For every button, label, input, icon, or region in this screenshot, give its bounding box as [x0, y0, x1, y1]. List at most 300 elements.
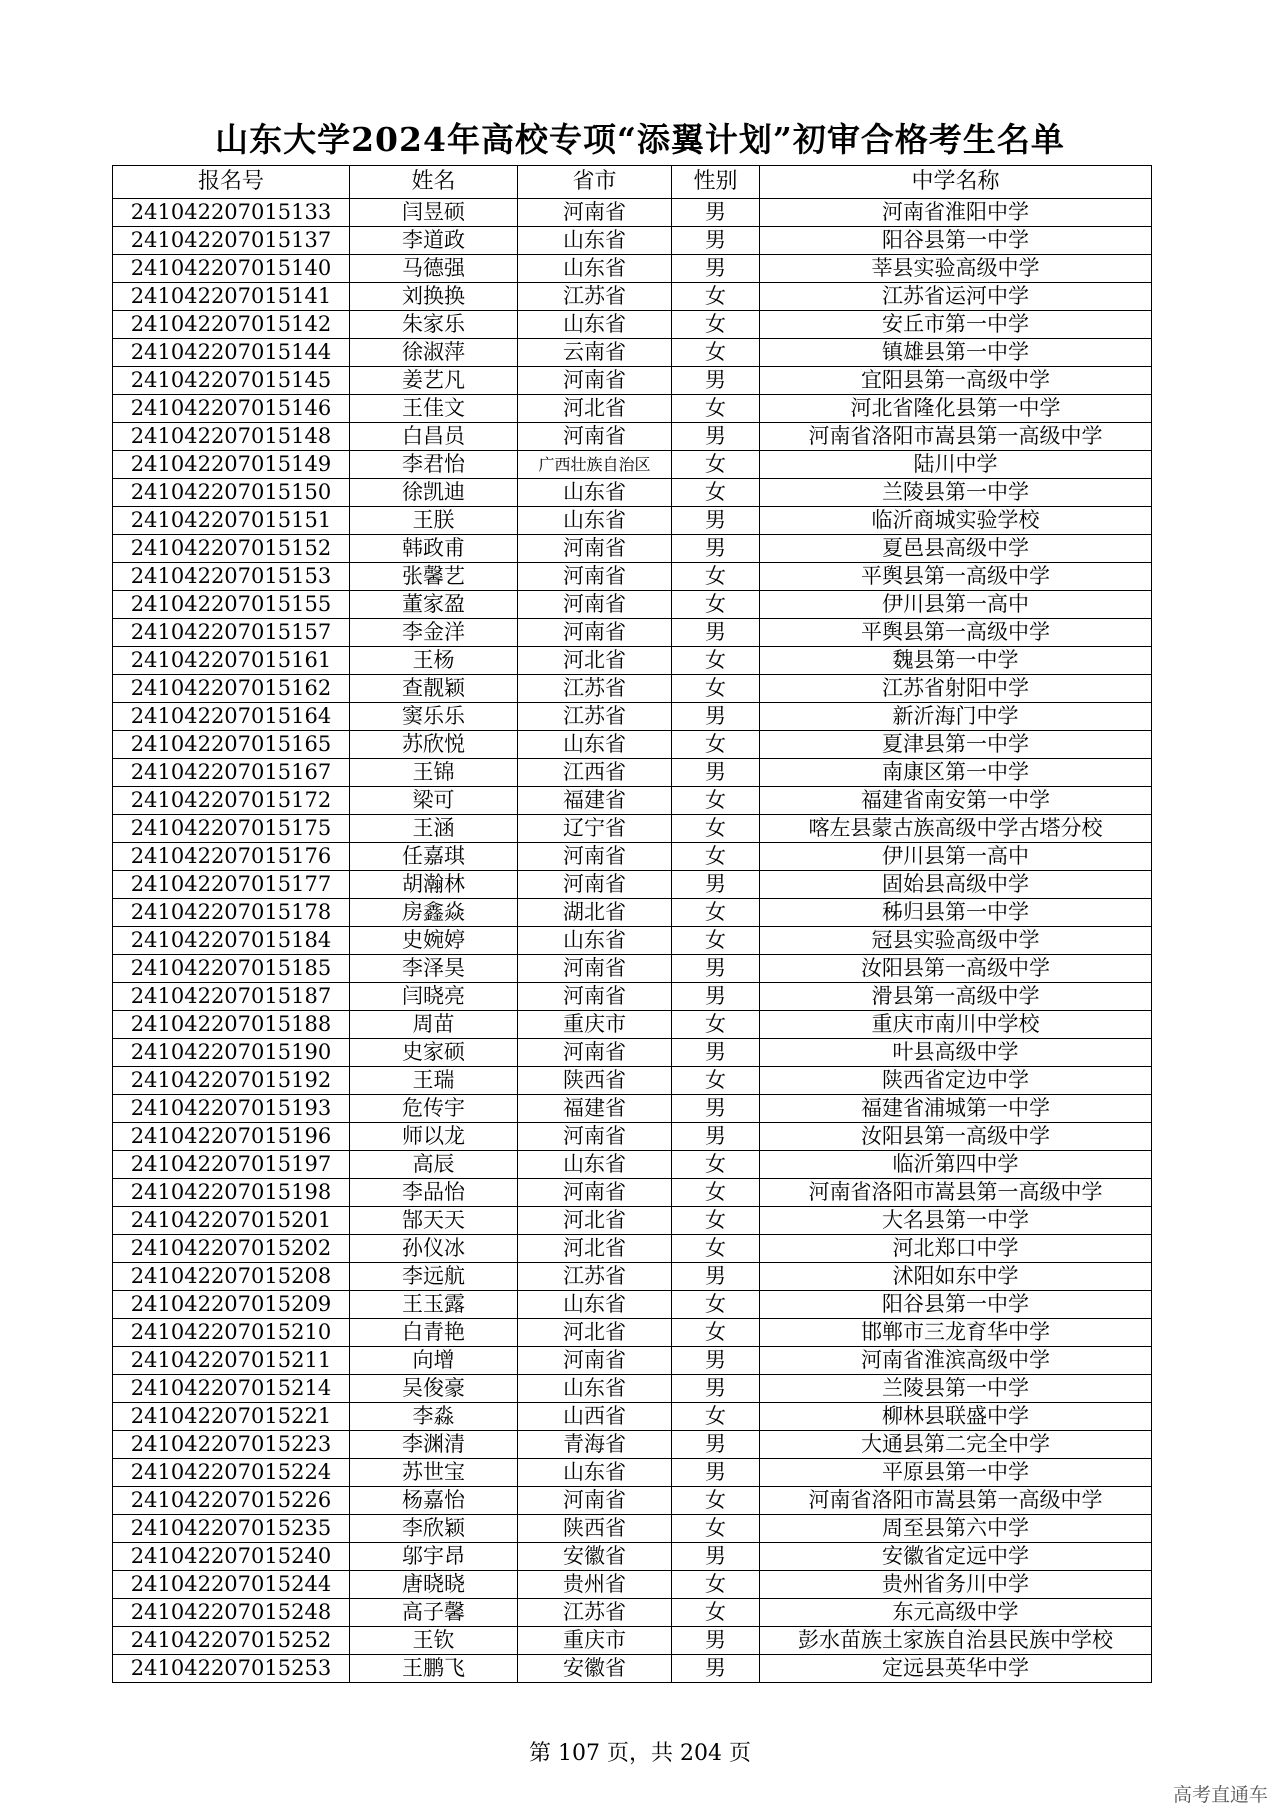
province-cell: 山东省 [518, 1459, 672, 1487]
table-row [113, 1067, 1152, 1095]
gender-cell: 女 [672, 1067, 760, 1095]
province-cell: 河南省 [518, 619, 672, 647]
registration-number-cell: 241042207015144 [113, 339, 350, 367]
registration-number-cell: 241042207015145 [113, 367, 350, 395]
school-cell: 福建省南安第一中学 [760, 787, 1152, 815]
name-cell: 向增 [350, 1347, 518, 1375]
table-row [113, 1039, 1152, 1067]
province-cell: 江苏省 [518, 1599, 672, 1627]
province-cell: 山东省 [518, 927, 672, 955]
table-row [113, 1207, 1152, 1235]
school-cell: 大通县第二完全中学 [760, 1431, 1152, 1459]
province-cell: 山东省 [518, 1291, 672, 1319]
school-cell: 魏县第一中学 [760, 647, 1152, 675]
table-row [113, 227, 1152, 255]
table-row [113, 423, 1152, 451]
province-cell: 河南省 [518, 843, 672, 871]
province-cell: 山东省 [518, 731, 672, 759]
province-cell: 辽宁省 [518, 815, 672, 843]
name-cell: 王锦 [350, 759, 518, 787]
province-cell: 江苏省 [518, 1263, 672, 1291]
gender-cell: 女 [672, 1179, 760, 1207]
province-cell: 河北省 [518, 395, 672, 423]
table-header-row [113, 166, 1152, 199]
gender-cell: 女 [672, 815, 760, 843]
table-row [113, 647, 1152, 675]
name-cell: 李淼 [350, 1403, 518, 1431]
school-cell: 柳林县联盛中学 [760, 1403, 1152, 1431]
gender-cell: 男 [672, 1263, 760, 1291]
table-row [113, 451, 1152, 479]
table-row [113, 703, 1152, 731]
gender-cell: 男 [672, 1543, 760, 1571]
registration-number-cell: 241042207015149 [113, 451, 350, 479]
gender-cell: 男 [672, 1095, 760, 1123]
registration-number-cell: 241042207015224 [113, 1459, 350, 1487]
registration-number-cell: 241042207015202 [113, 1235, 350, 1263]
registration-number-cell: 241042207015150 [113, 479, 350, 507]
school-cell: 兰陵县第一中学 [760, 1375, 1152, 1403]
school-cell: 滑县第一高级中学 [760, 983, 1152, 1011]
name-cell: 徐凯迪 [350, 479, 518, 507]
school-cell: 临沂商城实验学校 [760, 507, 1152, 535]
school-cell: 临沂第四中学 [760, 1151, 1152, 1179]
table-row [113, 955, 1152, 983]
table-row [113, 1319, 1152, 1347]
table-row [113, 507, 1152, 535]
gender-cell: 女 [672, 843, 760, 871]
school-cell: 汝阳县第一高级中学 [760, 955, 1152, 983]
table-row [113, 1459, 1152, 1487]
province-cell: 安徽省 [518, 1543, 672, 1571]
school-cell: 沭阳如东中学 [760, 1263, 1152, 1291]
name-cell: 周苗 [350, 1011, 518, 1039]
school-cell: 河北郑口中学 [760, 1235, 1152, 1263]
gender-cell: 女 [672, 1291, 760, 1319]
school-cell: 叶县高级中学 [760, 1039, 1152, 1067]
name-cell: 史婉婷 [350, 927, 518, 955]
name-cell: 邬宇昂 [350, 1543, 518, 1571]
registration-number-cell: 241042207015133 [113, 199, 350, 227]
table-body [113, 199, 1152, 1683]
gender-cell: 男 [672, 871, 760, 899]
gender-cell: 男 [672, 367, 760, 395]
registration-number-cell: 241042207015167 [113, 759, 350, 787]
name-cell: 张馨艺 [350, 563, 518, 591]
province-cell: 贵州省 [518, 1571, 672, 1599]
gender-cell: 男 [672, 507, 760, 535]
province-cell: 河南省 [518, 1123, 672, 1151]
province-cell: 江苏省 [518, 675, 672, 703]
school-cell: 大名县第一中学 [760, 1207, 1152, 1235]
name-cell: 王玉露 [350, 1291, 518, 1319]
registration-number-cell: 241042207015221 [113, 1403, 350, 1431]
registration-number-cell: 241042207015137 [113, 227, 350, 255]
registration-number-cell: 241042207015146 [113, 395, 350, 423]
table-row [113, 1151, 1152, 1179]
name-cell: 王瑞 [350, 1067, 518, 1095]
registration-number-cell: 241042207015192 [113, 1067, 350, 1095]
registration-number-cell: 241042207015140 [113, 255, 350, 283]
gender-cell: 女 [672, 731, 760, 759]
school-cell: 陕西省定边中学 [760, 1067, 1152, 1095]
table-row [113, 619, 1152, 647]
gender-cell: 男 [672, 983, 760, 1011]
registration-number-cell: 241042207015185 [113, 955, 350, 983]
page-footer: 第 107 页，共 204 页 [529, 1741, 751, 1766]
province-cell: 山东省 [518, 479, 672, 507]
gender-cell: 女 [672, 1487, 760, 1515]
registration-number-cell: 241042207015151 [113, 507, 350, 535]
gender-cell: 男 [672, 759, 760, 787]
gender-cell: 男 [672, 1459, 760, 1487]
table-row [113, 1655, 1152, 1683]
name-cell: 史家硕 [350, 1039, 518, 1067]
table-row [113, 1123, 1152, 1151]
table-row [113, 1487, 1152, 1515]
name-cell: 王涵 [350, 815, 518, 843]
registration-number-cell: 241042207015141 [113, 283, 350, 311]
gender-cell: 女 [672, 1207, 760, 1235]
school-cell: 河南省洛阳市嵩县第一高级中学 [760, 1487, 1152, 1515]
province-cell: 山东省 [518, 255, 672, 283]
name-cell: 李欣颖 [350, 1515, 518, 1543]
gender-cell: 女 [672, 787, 760, 815]
table-row [113, 283, 1152, 311]
registration-number-cell: 241042207015188 [113, 1011, 350, 1039]
name-cell: 苏欣悦 [350, 731, 518, 759]
name-cell: 郜天天 [350, 1207, 518, 1235]
registration-number-cell: 241042207015187 [113, 983, 350, 1011]
gender-cell: 女 [672, 1571, 760, 1599]
school-cell: 莘县实验高级中学 [760, 255, 1152, 283]
school-cell: 定远县英华中学 [760, 1655, 1152, 1683]
school-cell: 阳谷县第一中学 [760, 227, 1152, 255]
gender-cell: 女 [672, 339, 760, 367]
table-row [113, 759, 1152, 787]
table-row [113, 1599, 1152, 1627]
header-school: 中学名称 [760, 166, 1152, 199]
registration-number-cell: 241042207015152 [113, 535, 350, 563]
name-cell: 马德强 [350, 255, 518, 283]
school-cell: 东元高级中学 [760, 1599, 1152, 1627]
document-title: 山东大学2024年高校专项“添翼计划”初审合格考生名单 [215, 120, 1065, 159]
name-cell: 李渊清 [350, 1431, 518, 1459]
registration-number-cell: 241042207015172 [113, 787, 350, 815]
name-cell: 董家盈 [350, 591, 518, 619]
province-cell: 湖北省 [518, 899, 672, 927]
name-cell: 高辰 [350, 1151, 518, 1179]
registration-number-cell: 241042207015148 [113, 423, 350, 451]
gender-cell: 男 [672, 535, 760, 563]
gender-cell: 女 [672, 1319, 760, 1347]
table-row [113, 1263, 1152, 1291]
school-cell: 福建省浦城第一中学 [760, 1095, 1152, 1123]
table-row [113, 1431, 1152, 1459]
gender-cell: 女 [672, 1151, 760, 1179]
watermark-text: 高考直通车 [1172, 1784, 1268, 1806]
table-row [113, 899, 1152, 927]
registration-number-cell: 241042207015244 [113, 1571, 350, 1599]
table-row [113, 1179, 1152, 1207]
gender-cell: 男 [672, 955, 760, 983]
name-cell: 唐晓晓 [350, 1571, 518, 1599]
table-row [113, 591, 1152, 619]
gender-cell: 女 [672, 451, 760, 479]
registration-number-cell: 241042207015161 [113, 647, 350, 675]
school-cell: 固始县高级中学 [760, 871, 1152, 899]
table-row [113, 199, 1152, 227]
registration-number-cell: 241042207015211 [113, 1347, 350, 1375]
province-cell: 云南省 [518, 339, 672, 367]
name-cell: 任嘉琪 [350, 843, 518, 871]
gender-cell: 男 [672, 1123, 760, 1151]
province-cell: 陕西省 [518, 1515, 672, 1543]
school-cell: 宜阳县第一高级中学 [760, 367, 1152, 395]
gender-cell: 女 [672, 647, 760, 675]
province-cell: 河南省 [518, 367, 672, 395]
registration-number-cell: 241042207015209 [113, 1291, 350, 1319]
province-cell: 河南省 [518, 1179, 672, 1207]
province-cell: 安徽省 [518, 1655, 672, 1683]
province-cell: 河南省 [518, 871, 672, 899]
header-name: 姓名 [350, 166, 518, 199]
table-row [113, 927, 1152, 955]
name-cell: 李远航 [350, 1263, 518, 1291]
school-cell: 河南省洛阳市嵩县第一高级中学 [760, 423, 1152, 451]
province-cell: 山东省 [518, 227, 672, 255]
registration-number-cell: 241042207015190 [113, 1039, 350, 1067]
table-row [113, 787, 1152, 815]
school-cell: 河南省洛阳市嵩县第一高级中学 [760, 1179, 1152, 1207]
name-cell: 王杨 [350, 647, 518, 675]
registration-number-cell: 241042207015240 [113, 1543, 350, 1571]
name-cell: 梁可 [350, 787, 518, 815]
gender-cell: 男 [672, 199, 760, 227]
name-cell: 刘换换 [350, 283, 518, 311]
province-cell: 福建省 [518, 1095, 672, 1123]
table-row [113, 731, 1152, 759]
name-cell: 韩政甫 [350, 535, 518, 563]
table-row [113, 1543, 1152, 1571]
school-cell: 新沂海门中学 [760, 703, 1152, 731]
gender-cell: 男 [672, 423, 760, 451]
registration-number-cell: 241042207015193 [113, 1095, 350, 1123]
school-cell: 伊川县第一高中 [760, 591, 1152, 619]
registration-number-cell: 241042207015164 [113, 703, 350, 731]
school-cell: 邯郸市三龙育华中学 [760, 1319, 1152, 1347]
registration-number-cell: 241042207015153 [113, 563, 350, 591]
registration-number-cell: 241042207015235 [113, 1515, 350, 1543]
province-cell: 重庆市 [518, 1627, 672, 1655]
registration-number-cell: 241042207015142 [113, 311, 350, 339]
province-cell: 重庆市 [518, 1011, 672, 1039]
gender-cell: 男 [672, 227, 760, 255]
gender-cell: 女 [672, 283, 760, 311]
registration-number-cell: 241042207015226 [113, 1487, 350, 1515]
table-row [113, 675, 1152, 703]
province-cell: 山东省 [518, 1375, 672, 1403]
province-cell: 河南省 [518, 955, 672, 983]
registration-number-cell: 241042207015210 [113, 1319, 350, 1347]
province-cell: 河北省 [518, 1235, 672, 1263]
gender-cell: 女 [672, 1515, 760, 1543]
school-cell: 喀左县蒙古族高级中学古塔分校 [760, 815, 1152, 843]
registration-number-cell: 241042207015178 [113, 899, 350, 927]
school-cell: 河北省隆化县第一中学 [760, 395, 1152, 423]
gender-cell: 女 [672, 1011, 760, 1039]
name-cell: 吴俊豪 [350, 1375, 518, 1403]
gender-cell: 女 [672, 899, 760, 927]
gender-cell: 女 [672, 591, 760, 619]
table-row [113, 815, 1152, 843]
province-cell: 山东省 [518, 507, 672, 535]
gender-cell: 男 [672, 1375, 760, 1403]
school-cell: 平舆县第一高级中学 [760, 619, 1152, 647]
gender-cell: 女 [672, 1235, 760, 1263]
registration-number-cell: 241042207015252 [113, 1627, 350, 1655]
table-row [113, 367, 1152, 395]
school-cell: 江苏省运河中学 [760, 283, 1152, 311]
name-cell: 李品怡 [350, 1179, 518, 1207]
province-cell: 青海省 [518, 1431, 672, 1459]
school-cell: 南康区第一中学 [760, 759, 1152, 787]
table-row [113, 1403, 1152, 1431]
school-cell: 阳谷县第一中学 [760, 1291, 1152, 1319]
gender-cell: 女 [672, 479, 760, 507]
gender-cell: 女 [672, 927, 760, 955]
school-cell: 江苏省射阳中学 [760, 675, 1152, 703]
name-cell: 王佳文 [350, 395, 518, 423]
school-cell: 镇雄县第一中学 [760, 339, 1152, 367]
school-cell: 彭水苗族土家族自治县民族中学校 [760, 1627, 1152, 1655]
name-cell: 闫晓亮 [350, 983, 518, 1011]
province-cell: 山西省 [518, 1403, 672, 1431]
name-cell: 师以龙 [350, 1123, 518, 1151]
registration-number-cell: 241042207015175 [113, 815, 350, 843]
school-cell: 兰陵县第一中学 [760, 479, 1152, 507]
header-registration-number: 报名号 [113, 166, 350, 199]
province-cell: 河南省 [518, 1487, 672, 1515]
table-row [113, 1515, 1152, 1543]
name-cell: 孙仪冰 [350, 1235, 518, 1263]
registration-number-cell: 241042207015184 [113, 927, 350, 955]
school-cell: 冠县实验高级中学 [760, 927, 1152, 955]
gender-cell: 男 [672, 619, 760, 647]
province-cell: 广西壮族自治区 [518, 451, 672, 479]
gender-cell: 男 [672, 1347, 760, 1375]
gender-cell: 女 [672, 311, 760, 339]
school-cell: 汝阳县第一高级中学 [760, 1123, 1152, 1151]
school-cell: 夏津县第一中学 [760, 731, 1152, 759]
registration-number-cell: 241042207015162 [113, 675, 350, 703]
name-cell: 白昌员 [350, 423, 518, 451]
school-cell: 贵州省务川中学 [760, 1571, 1152, 1599]
name-cell: 李君怡 [350, 451, 518, 479]
registration-number-cell: 241042207015176 [113, 843, 350, 871]
table-row [113, 843, 1152, 871]
province-cell: 山东省 [518, 311, 672, 339]
name-cell: 李泽昊 [350, 955, 518, 983]
province-cell: 河北省 [518, 647, 672, 675]
name-cell: 查靓颖 [350, 675, 518, 703]
school-cell: 夏邑县高级中学 [760, 535, 1152, 563]
table-row [113, 395, 1152, 423]
registration-number-cell: 241042207015155 [113, 591, 350, 619]
gender-cell: 女 [672, 563, 760, 591]
table-row [113, 1627, 1152, 1655]
name-cell: 白青艳 [350, 1319, 518, 1347]
province-cell: 河南省 [518, 199, 672, 227]
province-cell: 陕西省 [518, 1067, 672, 1095]
name-cell: 姜艺凡 [350, 367, 518, 395]
registration-number-cell: 241042207015197 [113, 1151, 350, 1179]
name-cell: 闫昱硕 [350, 199, 518, 227]
province-cell: 河南省 [518, 1347, 672, 1375]
gender-cell: 女 [672, 675, 760, 703]
table-row [113, 1011, 1152, 1039]
gender-cell: 女 [672, 1403, 760, 1431]
table-row [113, 479, 1152, 507]
table-row [113, 1375, 1152, 1403]
registration-number-cell: 241042207015198 [113, 1179, 350, 1207]
name-cell: 危传宇 [350, 1095, 518, 1123]
name-cell: 徐淑萍 [350, 339, 518, 367]
province-cell: 河南省 [518, 535, 672, 563]
province-cell: 江西省 [518, 759, 672, 787]
registration-number-cell: 241042207015208 [113, 1263, 350, 1291]
table-row [113, 1347, 1152, 1375]
province-cell: 河北省 [518, 1207, 672, 1235]
registration-number-cell: 241042207015157 [113, 619, 350, 647]
province-cell: 河南省 [518, 983, 672, 1011]
table-row [113, 535, 1152, 563]
name-cell: 李道政 [350, 227, 518, 255]
school-cell: 重庆市南川中学校 [760, 1011, 1152, 1039]
registration-number-cell: 241042207015177 [113, 871, 350, 899]
name-cell: 王朕 [350, 507, 518, 535]
name-cell: 苏世宝 [350, 1459, 518, 1487]
name-cell: 窦乐乐 [350, 703, 518, 731]
gender-cell: 男 [672, 255, 760, 283]
province-cell: 江苏省 [518, 283, 672, 311]
table-row [113, 255, 1152, 283]
gender-cell: 男 [672, 1431, 760, 1459]
name-cell: 高子馨 [350, 1599, 518, 1627]
province-cell: 河北省 [518, 1319, 672, 1347]
table-row [113, 983, 1152, 1011]
header-province: 省市 [518, 166, 672, 199]
name-cell: 房鑫焱 [350, 899, 518, 927]
province-cell: 江苏省 [518, 703, 672, 731]
school-cell: 周至县第六中学 [760, 1515, 1152, 1543]
school-cell: 河南省淮阳中学 [760, 199, 1152, 227]
province-cell: 福建省 [518, 787, 672, 815]
table-row [113, 1095, 1152, 1123]
table-row [113, 563, 1152, 591]
school-cell: 河南省淮滨高级中学 [760, 1347, 1152, 1375]
gender-cell: 男 [672, 703, 760, 731]
name-cell: 王鹏飞 [350, 1655, 518, 1683]
registration-number-cell: 241042207015196 [113, 1123, 350, 1151]
province-cell: 河南省 [518, 423, 672, 451]
table-row [113, 339, 1152, 367]
name-cell: 朱家乐 [350, 311, 518, 339]
table-row [113, 1571, 1152, 1599]
registration-number-cell: 241042207015201 [113, 1207, 350, 1235]
province-cell: 河南省 [518, 591, 672, 619]
registration-number-cell: 241042207015248 [113, 1599, 350, 1627]
